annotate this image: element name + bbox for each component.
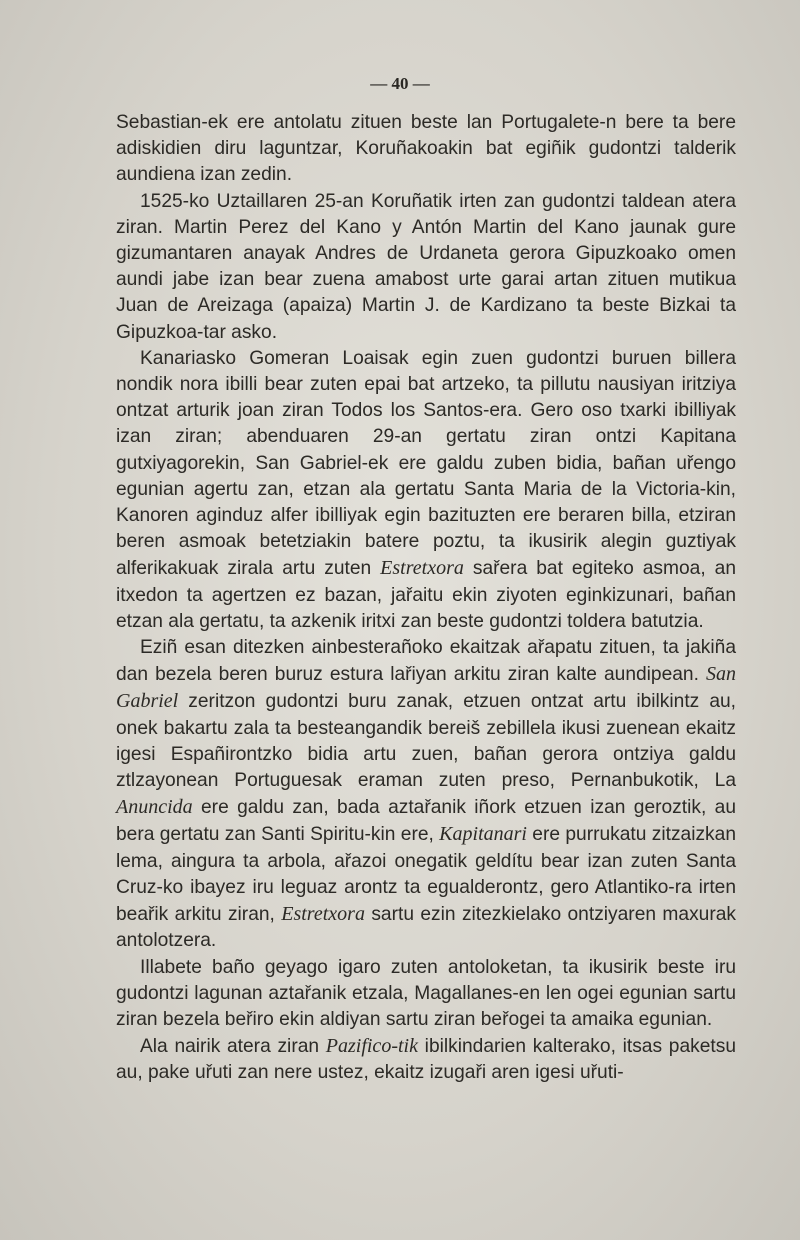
italic-term: San Gabriel xyxy=(116,663,736,713)
paragraph xyxy=(116,189,736,346)
page-number: — 40 — xyxy=(370,74,430,93)
italic-term: Estretxora xyxy=(380,557,464,580)
text-run: zeritzon gudontzi buru zanak, etzuen ontzat artu ibilkintz au, onek bakartu zala ta besteangandik bereiš zebillela ikusi zuenean ekaitz igesi Españirontzko bidia artu zuen, bañan gerora ontziya galdu ztlzayonean Portuguesak eraman zuten preso, Pernanbukotik, La xyxy=(116,691,736,792)
italic-term: Anuncida xyxy=(116,796,193,819)
text-run: sartu ezin zitezkielako ontziyaren maxurak antolotzera. xyxy=(116,904,736,952)
text-run: ere galdu zan, bada aztařanik iñork etzuen izan geroztik, au bera gertatu zan Santi Spiritu-kin ere, xyxy=(116,797,736,846)
text-run: Illabete baño geyago igaro zuten antoloketan, ta ikusirik beste iru gudontzi lagunan aztařanik etzala, Magallanes-en len ogei egunian sartu ziran bezela beřiro ekin aldiyan sartu ziran beřogei ta amaika egunian. xyxy=(116,956,736,1030)
italic-term: Estretxora xyxy=(281,903,365,926)
text-run: sařera bat egiteko asmoa, an itxedon ta agertzen ez bazan, jařaitu ekin ziyoten eginkizunari, bañan etzan ala gertatu, ta azkenik iritxi zan beste gudontzi toldera batutzia. xyxy=(116,558,736,632)
paragraph xyxy=(116,955,736,1034)
text-run: Sebastian-ek ere antolatu zituen beste lan Portugalete-n bere ta bere adiskidien diru laguntzar, Koruñakoakin bat egiñik gudontzi talderik aundiena izan zedin. xyxy=(116,112,736,186)
paragraph xyxy=(116,346,736,635)
italic-term: Pazifico-tik xyxy=(325,1035,418,1058)
paragraph xyxy=(116,1033,736,1086)
text-run: Ala nairik atera ziran xyxy=(140,1036,326,1058)
text-run: ere purrukatu zitzaizkan lema, aingura ta arbola, ařazoi onegatik geldítu bear izan zuten Santa Cruz-ko ibayez iru leguaz arontz ta egualderontz, gero Atlantiko-ra irten beařik arkitu ziran, xyxy=(116,824,736,926)
text-run: 1525-ko Uztaillaren 25-an Koruñatik irten zan gudontzi taldean atera ziran. Martin Perez del Kano y Antón Martin del Kano jaunak gure gizumantaren anayak Andres de Urdaneta gerora Gipuzkoako omen aundi jabe izan bear zuena amabost urte garai artan zituen mutikua Juan de Areizaga (apaiza) Martin J. de Kardizano ta beste Bizkai ta Gipuzkoa-tar asko. xyxy=(116,190,736,343)
text-run: Eziñ esan ditezken ainbesterañoko ekaitzak ařapatu zituen, ta jakiña dan bezela beren buruz estura lařiyan arkitu ziran kalte aundipean. xyxy=(116,637,736,686)
italic-term: Kapitanari xyxy=(439,823,527,846)
text-run: Kanariasko Gomeran Loaisak egin zuen gudontzi buruen billera nondik nora ibilli bear zuten epai bat artzeko, ta pillutu nausiyan iritziya ontzat arturik joan ziran Todos los Santos-era. Gero oso txarki ibilliyak izan ziran; abenduaren 29-an gertatu ziran ontzi Kapitana gutxiyagorekin, San Gabriel-ek ere galdu zuben bidia, bañan uřengo egunian agertu zan, etzan ala gertatu Santa Maria de la Victoria-kin, Kanoren aginduz alfer ibilliyak egin bazituzten ere beraren billa, etziran beren asmoak betetziakin batere poztu, ta ikusirik alegin guztiyak alferikakuak zirala artu zuten xyxy=(116,347,736,580)
text-run: ibilkindarien kalterako, itsas paketsu au, pake uřuti zan nere ustez, ekaitz izugaři aren igesi uřuti- xyxy=(116,1036,736,1084)
paragraph xyxy=(116,635,736,954)
paragraph xyxy=(116,110,736,189)
body-text xyxy=(116,110,736,1087)
